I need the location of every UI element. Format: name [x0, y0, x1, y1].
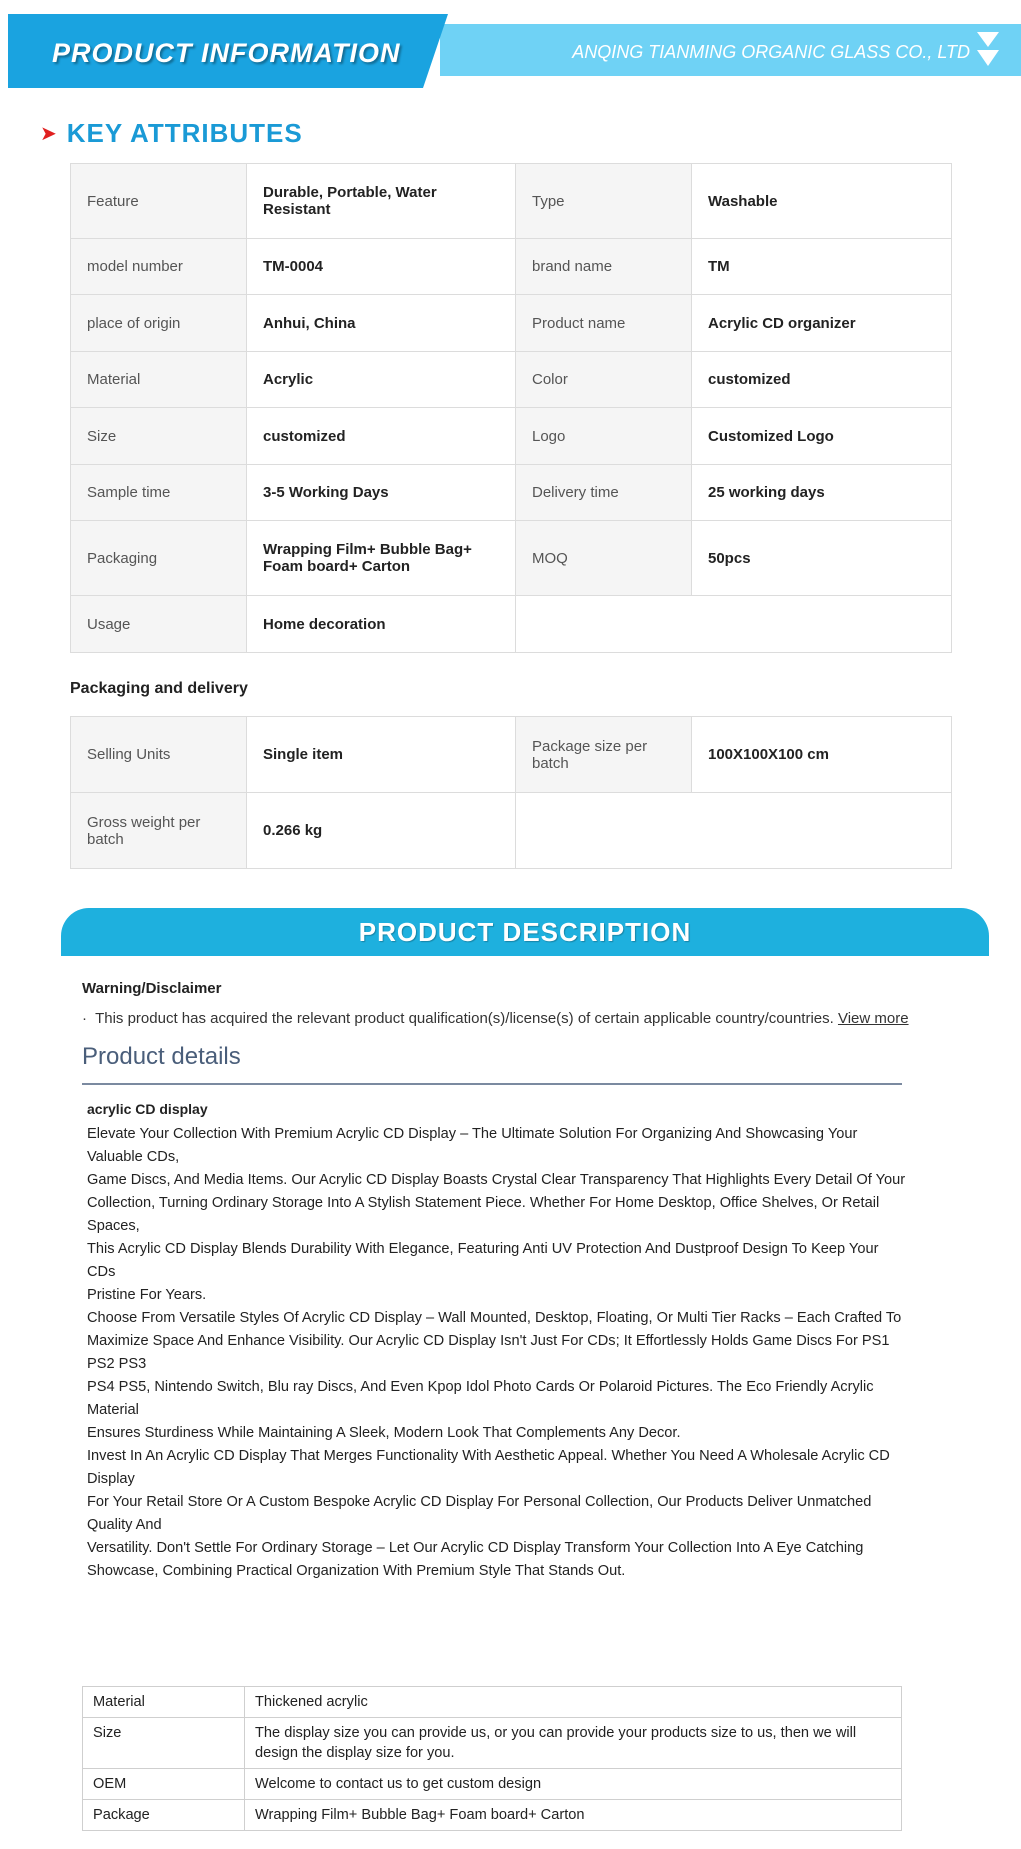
attr-key: Gross weight per batch — [71, 793, 247, 869]
attr-value: Single item — [247, 717, 516, 793]
table-row — [83, 1800, 902, 1831]
bullet-icon: · — [82, 1010, 87, 1027]
description-line: Game Discs, And Media Items. Our Acrylic CD Display Boasts Crystal Clear Transparency That Highlights Every Detail Of Your — [87, 1172, 906, 1188]
attr-value: Wrapping Film+ Bubble Bag+ Foam board+ Carton — [247, 521, 516, 596]
table-row — [83, 1718, 902, 1769]
key-attributes-heading: ➤ KEY ATTRIBUTES — [40, 118, 303, 148]
product-info-banner — [0, 14, 1021, 88]
attr-value: 3-5 Working Days — [247, 465, 516, 521]
table-row — [71, 465, 952, 521]
attr-key: brand name — [516, 239, 692, 295]
attr-key: Packaging — [71, 521, 247, 596]
description-line: Ensures Sturdiness While Maintaining A Sleek, Modern Look That Complements Any Decor. — [87, 1425, 681, 1441]
spec-value: Thickened acrylic — [245, 1687, 902, 1718]
attr-value: TM-0004 — [247, 239, 516, 295]
attr-value: customized — [692, 352, 952, 408]
description-line: This Acrylic CD Display Blends Durability With Elegance, Featuring Anti UV Protection And Dustproof Design To Keep Your CDs — [87, 1241, 879, 1280]
company-name: ANQING TIANMING ORGANIC GLASS CO., LTD — [572, 42, 970, 62]
attr-value: 0.266 kg — [247, 793, 516, 869]
warning-body: This product has acquired the relevant product qualification(s)/license(s) of certain applicable country/countries. — [95, 1010, 834, 1027]
attr-key: Logo — [516, 408, 692, 465]
table-row — [71, 295, 952, 352]
table-row — [71, 793, 952, 869]
attr-key: Selling Units — [71, 717, 247, 793]
double-chevron-down-icon — [975, 30, 1001, 70]
attr-value: Durable, Portable, Water Resistant — [247, 164, 516, 239]
warning-text — [82, 1010, 909, 1027]
description-line: Invest In An Acrylic CD Display That Merges Functionality With Aesthetic Appeal. Whether You Need A Wholesale Acrylic CD Display — [87, 1448, 890, 1487]
spec-value: Wrapping Film+ Bubble Bag+ Foam board+ Carton — [245, 1800, 902, 1831]
product-description-banner — [61, 908, 989, 956]
attr-key: Size — [71, 408, 247, 465]
attr-key: Usage — [71, 596, 247, 653]
attr-key: Material — [71, 352, 247, 408]
attr-value: customized — [247, 408, 516, 465]
spec-table — [82, 1686, 902, 1831]
attr-value: Anhui, China — [247, 295, 516, 352]
product-details-body — [87, 1098, 907, 1583]
attr-value: Customized Logo — [692, 408, 952, 465]
description-line: Versatility. Don't Settle For Ordinary Storage – Let Our Acrylic CD Display Transform Your Collection Into A Eye Catching Showcase, Combining Practical Organization With Premium Style That Stands Out. — [87, 1540, 864, 1579]
packaging-heading: Packaging and delivery — [70, 680, 248, 697]
table-row — [71, 239, 952, 295]
attr-value: Acrylic — [247, 352, 516, 408]
attr-key: Delivery time — [516, 465, 692, 521]
table-row — [71, 596, 952, 653]
attr-value: Washable — [692, 164, 952, 239]
description-line: PS4 PS5, Nintendo Switch, Blu ray Discs, And Even Kpop Idol Photo Cards Or Polaroid Pictures. The Eco Friendly Acrylic Material — [87, 1379, 874, 1418]
description-line: For Your Retail Store Or A Custom Bespoke Acrylic CD Display For Personal Collection, Our Products Deliver Unmatched Quality And — [87, 1494, 872, 1533]
attr-value: Acrylic CD organizer — [692, 295, 952, 352]
table-row — [71, 717, 952, 793]
banner-title: PRODUCT INFORMATION — [52, 38, 401, 68]
description-line: Collection, Turning Ordinary Storage Into A Stylish Statement Piece. Whether For Home Desktop, Office Shelves, Or Retail Spaces, — [87, 1195, 880, 1234]
spec-value: Welcome to contact us to get custom design — [245, 1769, 902, 1800]
table-row — [83, 1687, 902, 1718]
attr-value: TM — [692, 239, 952, 295]
spec-value: The display size you can provide us, or you can provide your products size to us, then we will design the display size for you. — [245, 1718, 902, 1769]
key-attributes-table — [70, 163, 952, 653]
spec-key: OEM — [83, 1769, 245, 1800]
arrow-right-icon: ➤ — [40, 123, 57, 145]
table-row — [71, 521, 952, 596]
attr-key: Feature — [71, 164, 247, 239]
description-line: Maximize Space And Enhance Visibility. Our Acrylic CD Display Isn't Just For CDs; It Effortlessly Holds Game Discs For PS1 PS2 PS3 — [87, 1333, 890, 1372]
empty-cell — [516, 596, 952, 653]
table-row — [71, 164, 952, 239]
attr-value: Home decoration — [247, 596, 516, 653]
warning-title: Warning/Disclaimer — [82, 980, 222, 997]
attr-key: Package size per batch — [516, 717, 692, 793]
description-line: Pristine For Years. — [87, 1287, 207, 1303]
attr-key: MOQ — [516, 521, 692, 596]
attr-value: 25 working days — [692, 465, 952, 521]
spec-key: Package — [83, 1800, 245, 1831]
attr-key: Sample time — [71, 465, 247, 521]
spec-key: Size — [83, 1718, 245, 1769]
table-row — [83, 1769, 902, 1800]
description-line: Elevate Your Collection With Premium Acrylic CD Display – The Ultimate Solution For Organizing And Showcasing Your Valuable CDs, — [87, 1126, 858, 1165]
attr-key: Type — [516, 164, 692, 239]
packaging-table — [70, 716, 952, 869]
attr-key: Product name — [516, 295, 692, 352]
attr-key: place of origin — [71, 295, 247, 352]
description-line: Choose From Versatile Styles Of Acrylic CD Display – Wall Mounted, Desktop, Floating, Or Multi Tier Racks – Each Crafted To — [87, 1310, 902, 1326]
view-more-link[interactable]: View more — [837, 1010, 909, 1027]
attr-value: 100X100X100 cm — [692, 717, 952, 793]
attr-value: 50pcs — [692, 521, 952, 596]
attr-key: Color — [516, 352, 692, 408]
attr-key: model number — [71, 239, 247, 295]
product-details-title: Product details — [82, 1043, 241, 1070]
table-row — [71, 408, 952, 465]
product-name: acrylic CD display — [87, 1101, 208, 1117]
table-row — [71, 352, 952, 408]
divider — [82, 1083, 902, 1085]
empty-cell — [516, 793, 952, 869]
spec-key: Material — [83, 1687, 245, 1718]
product-description-title: PRODUCT DESCRIPTION — [358, 917, 692, 947]
